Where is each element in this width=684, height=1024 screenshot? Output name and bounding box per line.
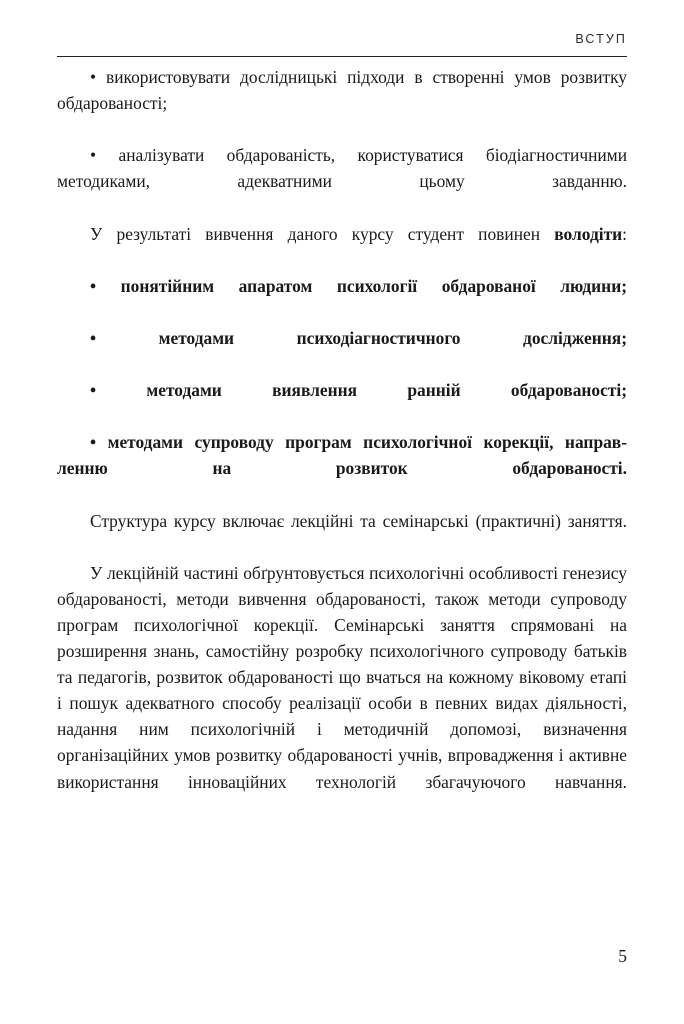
paragraph-course-structure: Структура курсу включає лекційні та семінарські (практичні) заняття.	[90, 510, 627, 531]
paragraph-text-tail: :	[622, 223, 627, 244]
header-divider-rule	[57, 56, 627, 57]
list-item: • використовувати дослідницькі підходи в створенні умов розвитку обдарованості;	[57, 67, 627, 114]
page-number: 5	[618, 946, 627, 966]
paragraph-as-a-result	[57, 221, 627, 273]
paragraph-text-lead: У результаті вивчення даного курсу студент повинен	[90, 223, 555, 244]
list-item: • методами психодіагностичного дослідження;	[90, 327, 627, 348]
emphasis-volodity: володіти	[554, 223, 623, 244]
list-item: • методами супроводу програм психологічної корекції, направленню на розвиток обдарованості.	[57, 432, 627, 479]
paragraph-lecture-part: У лекційній частині обґрунтовується психологічні особливості генезису обдарованості, методи вивчення обдарованості, також методи супроводу програм психологічної корекції. Семінарські заняття спрямовані на розширення знань, самостійну розробку психологічного супроводу батьків та педагогів, розвиток обдарованості що вчаться на кожному віковому етапі і пошук адекватного способу реалізації особи в певних видах діяльності, надання ним психологічній і методичній допомозі, визначення організаційних умов розвитку обдарованості учнів, впровадження і активне використання інноваційних технологій збагачуючого навчання.	[57, 562, 627, 792]
running-head: ВСТУП	[575, 32, 627, 46]
list-item: • методами виявлення ранній обдарованості;	[90, 380, 627, 401]
list-item: • аналізувати обдарованість, користуватися біодіагностичними методиками, адекватними цьому завданню.	[57, 145, 627, 192]
list-item: • понятійним апаратом психології обдарованої людини;	[90, 275, 627, 296]
body-text-block	[57, 64, 627, 821]
